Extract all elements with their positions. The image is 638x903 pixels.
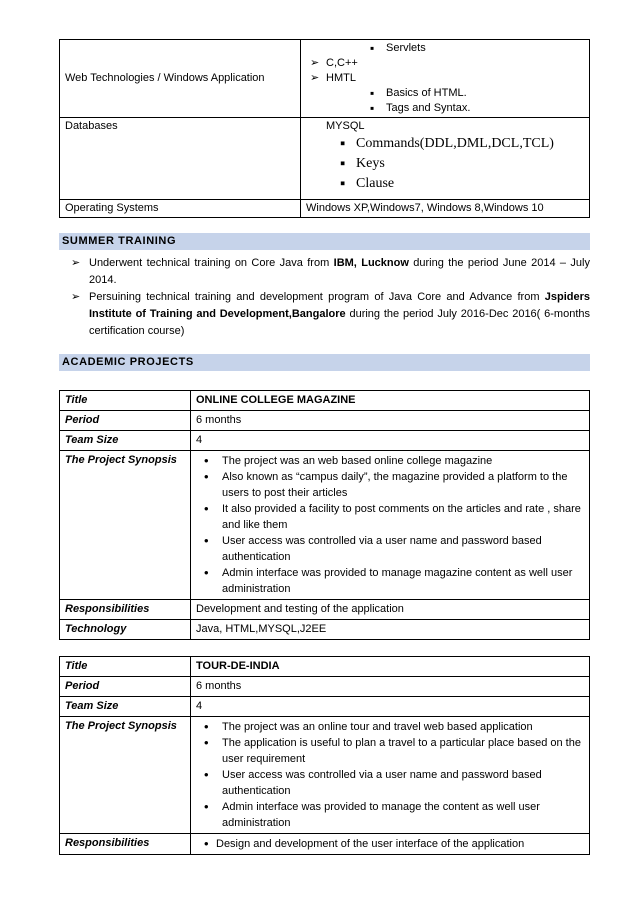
row-label: The Project Synopsis (60, 451, 191, 600)
project-table-2 (59, 656, 590, 855)
list-item: ▪ Keys (306, 154, 584, 174)
section-heading-summer-training: SUMMER TRAINING (59, 233, 590, 250)
skill-key: Databases (60, 118, 301, 200)
list-item: • It also provided a facility to post comments on the articles and rate , share and like them (196, 501, 584, 533)
list-item: ➢ C,C++ (306, 56, 584, 71)
row-label: The Project Synopsis (60, 717, 191, 834)
project-team-size: 4 (191, 697, 590, 717)
table-row (60, 391, 590, 411)
project-team-size: 4 (191, 431, 590, 451)
section-heading-academic-projects: ACADEMIC PROJECTS (59, 354, 590, 371)
table-row (60, 620, 590, 640)
skills-row-databases (60, 118, 590, 200)
list-item: • The application is useful to plan a travel to a particular place based on the user requirement (196, 735, 584, 767)
project-responsibilities (191, 834, 590, 855)
list-item: ▪ Commands(DDL,DML,DCL,TCL) (306, 134, 584, 154)
table-row (60, 697, 590, 717)
project-responsibilities: Development and testing of the application (191, 600, 590, 620)
list-item: • User access was controlled via a user name and password based authentication (196, 533, 584, 565)
table-row (60, 451, 590, 600)
row-label: Title (60, 391, 191, 411)
project-title: TOUR-DE-INDIA (191, 657, 590, 677)
list-item: ➢ Underwent technical training on Core Java from IBM, Lucknow during the period June 2014 – July 2014. (59, 255, 590, 289)
row-label: Responsibilities (60, 834, 191, 855)
project-period: 6 months (191, 677, 590, 697)
table-row (60, 834, 590, 855)
skills-table (59, 39, 590, 218)
row-label: Period (60, 677, 191, 697)
project-period: 6 months (191, 411, 590, 431)
list-item: • Also known as “campus daily”, the magazine provided a platform to the users to post their articles (196, 469, 584, 501)
list-item: ▪ Servlets (306, 41, 584, 56)
list-item: ➢ HMTL (306, 71, 584, 86)
skill-value (301, 40, 590, 118)
skills-row-web (60, 40, 590, 118)
row-label: Team Size (60, 431, 191, 451)
list-item: ▪ Tags and Syntax. (306, 101, 584, 116)
list-item: • User access was controlled via a user name and password based authentication (196, 767, 584, 799)
list-item: • Admin interface was provided to manage magazine content as well user administration (196, 565, 584, 597)
skill-key: Operating Systems (60, 200, 301, 218)
row-label: Period (60, 411, 191, 431)
project-table-1 (59, 390, 590, 640)
project-title: ONLINE COLLEGE MAGAZINE (191, 391, 590, 411)
list-item: • The project was an online tour and travel web based application (196, 719, 584, 735)
table-row (60, 717, 590, 834)
list-item: ➢ Persuining technical training and development program of Java Core and Advance from Jspiders Institute of Training and Development,Bangalore during the period July 2016-Dec 2016( 6-months certification course) (59, 289, 590, 340)
list-item: • Design and development of the user interface of the application (196, 836, 584, 852)
skill-value: Windows XP,Windows7, Windows 8,Windows 10 (301, 200, 590, 218)
skills-row-os (60, 200, 590, 218)
project-synopsis (191, 717, 590, 834)
table-row (60, 657, 590, 677)
table-row (60, 431, 590, 451)
list-item: • Admin interface was provided to manage the content as well user administration (196, 799, 584, 831)
table-row (60, 411, 590, 431)
row-label: Responsibilities (60, 600, 191, 620)
list-item: ▪ Basics of HTML. (306, 86, 584, 101)
summer-training-list (59, 255, 590, 340)
list-item: ▪ Clause (306, 174, 584, 194)
table-row (60, 600, 590, 620)
row-label: Team Size (60, 697, 191, 717)
row-label: Technology (60, 620, 191, 640)
skill-value (301, 118, 590, 200)
project-technology: Java, HTML,MYSQL,J2EE (191, 620, 590, 640)
project-synopsis (191, 451, 590, 600)
table-row (60, 677, 590, 697)
skill-key: Web Technologies / Windows Application (60, 40, 301, 118)
db-head: MYSQL (326, 120, 365, 132)
list-item: • The project was an web based online college magazine (196, 453, 584, 469)
row-label: Title (60, 657, 191, 677)
